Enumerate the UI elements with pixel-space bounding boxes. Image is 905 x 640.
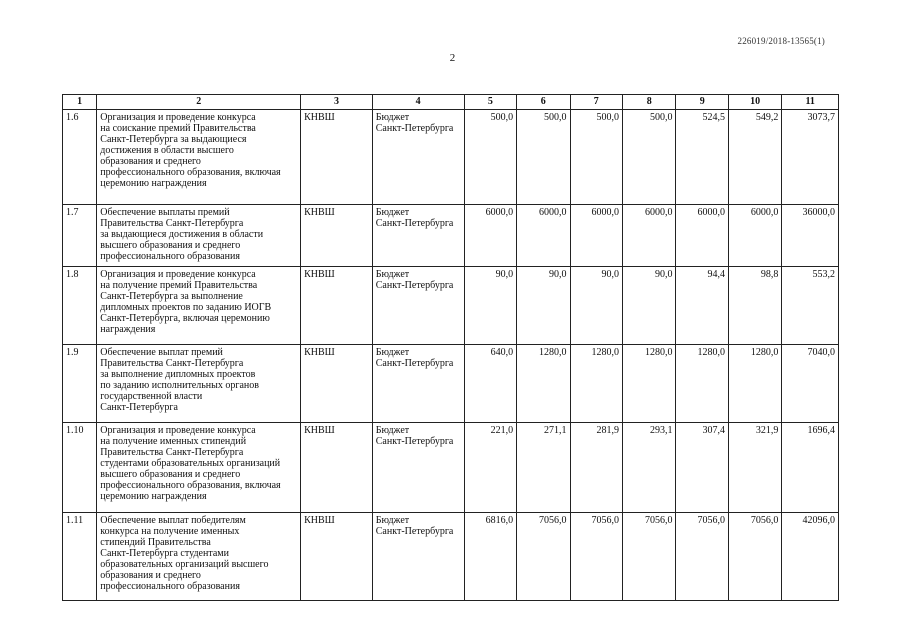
description-line: Санкт-Петербурга студентами (100, 548, 229, 559)
row-value-col-8: 500,0 (623, 110, 676, 205)
funding-source-line: Бюджет (375, 207, 410, 218)
description-line: образовательных организаций высшего (100, 559, 269, 570)
description-line: Санкт-Петербурга (100, 402, 178, 413)
description-line: Организация и проведение конкурса (100, 269, 256, 280)
description-line: церемонию награждения (100, 178, 207, 189)
funding-source-line: Санкт-Петербурга (375, 123, 454, 134)
table-row (63, 267, 839, 345)
description-line: на получение премий Правительства (100, 280, 258, 291)
column-header-3: 3 (301, 95, 373, 110)
description-line: Правительства Санкт-Петербурга (100, 447, 244, 458)
row-value-col-9: 6000,0 (676, 205, 728, 267)
row-funding-source (372, 513, 464, 601)
row-funding-source (372, 110, 464, 205)
description-line: высшего образования и среднего (100, 469, 241, 480)
description-line: по заданию исполнительных органов (100, 380, 259, 391)
row-executor: КНВШ (301, 345, 373, 423)
description-line: высшего образования и среднего (100, 240, 241, 251)
column-header-8: 8 (623, 95, 676, 110)
row-executor: КНВШ (301, 423, 373, 513)
description-line: Санкт-Петербурга, включая церемонию (100, 313, 270, 324)
column-header-5: 5 (464, 95, 516, 110)
description-line: профессионального образования, включая (100, 480, 281, 491)
row-code: 1.11 (63, 513, 97, 601)
budget-table (62, 94, 839, 601)
row-value-col-7: 7056,0 (570, 513, 622, 601)
row-code: 1.10 (63, 423, 97, 513)
row-value-col-8: 90,0 (623, 267, 676, 345)
table-row (63, 205, 839, 267)
funding-source-line: Бюджет (375, 425, 410, 436)
row-value-col-11: 553,2 (782, 267, 839, 345)
description-line: образования и среднего (100, 156, 201, 167)
description-line: профессионального образования (100, 581, 240, 592)
row-funding-source (372, 423, 464, 513)
funding-source-line: Бюджет (375, 112, 410, 123)
page-number: 2 (449, 52, 456, 64)
row-executor: КНВШ (301, 110, 373, 205)
row-value-col-6: 90,0 (517, 267, 570, 345)
funding-source-line: Санкт-Петербурга (375, 358, 454, 369)
row-value-col-7: 281,9 (570, 423, 622, 513)
row-value-col-10: 321,9 (728, 423, 781, 513)
row-value-col-5: 640,0 (464, 345, 516, 423)
row-description (97, 205, 301, 267)
row-code: 1.9 (63, 345, 97, 423)
row-value-col-10: 98,8 (728, 267, 781, 345)
row-executor: КНВШ (301, 513, 373, 601)
row-value-col-8: 1280,0 (623, 345, 676, 423)
row-description (97, 423, 301, 513)
row-value-col-6: 500,0 (517, 110, 570, 205)
table-row (63, 345, 839, 423)
description-line: Организация и проведение конкурса (100, 112, 256, 123)
row-value-col-6: 7056,0 (517, 513, 570, 601)
row-value-col-5: 6816,0 (464, 513, 516, 601)
row-code: 1.7 (63, 205, 97, 267)
column-header-1: 1 (63, 95, 97, 110)
row-description (97, 110, 301, 205)
row-value-col-10: 7056,0 (728, 513, 781, 601)
funding-source-line: Бюджет (375, 515, 410, 526)
funding-source-line: Бюджет (375, 269, 410, 280)
row-value-col-9: 307,4 (676, 423, 728, 513)
row-value-col-11: 36000,0 (782, 205, 839, 267)
table-row (63, 110, 839, 205)
row-executor: КНВШ (301, 205, 373, 267)
description-line: конкурса на получение именных (100, 526, 240, 537)
description-line: стипендий Правительства (100, 537, 211, 548)
column-header-4: 4 (372, 95, 464, 110)
column-header-10: 10 (728, 95, 781, 110)
funding-source-line: Санкт-Петербурга (375, 436, 454, 447)
row-value-col-11: 42096,0 (782, 513, 839, 601)
description-line: на соискание премий Правительства (100, 123, 256, 134)
description-line: студентами образовательных организаций (100, 458, 281, 469)
table-row (63, 423, 839, 513)
row-value-col-11: 7040,0 (782, 345, 839, 423)
row-funding-source (372, 205, 464, 267)
column-header-9: 9 (676, 95, 728, 110)
row-value-col-7: 90,0 (570, 267, 622, 345)
description-line: церемонию награждения (100, 491, 207, 502)
description-line: Правительства Санкт-Петербурга (100, 218, 244, 229)
column-header-2: 2 (97, 95, 301, 110)
description-line: профессионального образования (100, 251, 240, 262)
description-line: на получение именных стипендий (100, 436, 247, 447)
description-line: Обеспечение выплаты премий (100, 207, 230, 218)
table-row (63, 513, 839, 601)
row-value-col-5: 90,0 (464, 267, 516, 345)
description-line: государственной власти (100, 391, 203, 402)
row-value-col-6: 6000,0 (517, 205, 570, 267)
row-value-col-6: 1280,0 (517, 345, 570, 423)
row-value-col-7: 6000,0 (570, 205, 622, 267)
description-line: Обеспечение выплат победителям (100, 515, 246, 526)
document-id: 226019/2018-13565(1) (737, 36, 825, 46)
description-line: за выполнение дипломных проектов (100, 369, 256, 380)
description-line: образования и среднего (100, 570, 201, 581)
row-value-col-5: 500,0 (464, 110, 516, 205)
description-line: Санкт-Петербурга за выдающиеся (100, 134, 247, 145)
header-row (63, 95, 839, 110)
row-value-col-10: 1280,0 (728, 345, 781, 423)
row-code: 1.6 (63, 110, 97, 205)
row-value-col-9: 94,4 (676, 267, 728, 345)
row-value-col-7: 1280,0 (570, 345, 622, 423)
description-line: Организация и проведение конкурса (100, 425, 256, 436)
row-value-col-8: 7056,0 (623, 513, 676, 601)
row-funding-source (372, 267, 464, 345)
description-line: за выдающиеся достижения в области (100, 229, 264, 240)
row-description (97, 513, 301, 601)
funding-source-line: Санкт-Петербурга (375, 218, 454, 229)
table-body (63, 110, 839, 601)
row-code: 1.8 (63, 267, 97, 345)
column-header-7: 7 (570, 95, 622, 110)
row-value-col-9: 7056,0 (676, 513, 728, 601)
description-line: награждения (100, 324, 156, 335)
funding-source-line: Бюджет (375, 347, 410, 358)
description-line: Правительства Санкт-Петербурга (100, 358, 244, 369)
description-line: Обеспечение выплат премий (100, 347, 223, 358)
description-line: Санкт-Петербурга за выполнение (100, 291, 243, 302)
row-value-col-6: 271,1 (517, 423, 570, 513)
row-value-col-8: 293,1 (623, 423, 676, 513)
row-value-col-11: 3073,7 (782, 110, 839, 205)
row-value-col-9: 1280,0 (676, 345, 728, 423)
description-line: дипломных проектов по заданию ИОГВ (100, 302, 272, 313)
description-line: профессионального образования, включая (100, 167, 281, 178)
row-description (97, 345, 301, 423)
funding-source-line: Санкт-Петербурга (375, 280, 454, 291)
column-header-6: 6 (517, 95, 570, 110)
row-value-col-7: 500,0 (570, 110, 622, 205)
column-header-11: 11 (782, 95, 839, 110)
row-value-col-10: 6000,0 (728, 205, 781, 267)
row-executor: КНВШ (301, 267, 373, 345)
row-value-col-9: 524,5 (676, 110, 728, 205)
row-value-col-8: 6000,0 (623, 205, 676, 267)
row-funding-source (372, 345, 464, 423)
funding-source-line: Санкт-Петербурга (375, 526, 454, 537)
row-value-col-10: 549,2 (728, 110, 781, 205)
row-value-col-11: 1696,4 (782, 423, 839, 513)
description-line: достижения в области высшего (100, 145, 234, 156)
row-description (97, 267, 301, 345)
row-value-col-5: 221,0 (464, 423, 516, 513)
row-value-col-5: 6000,0 (464, 205, 516, 267)
